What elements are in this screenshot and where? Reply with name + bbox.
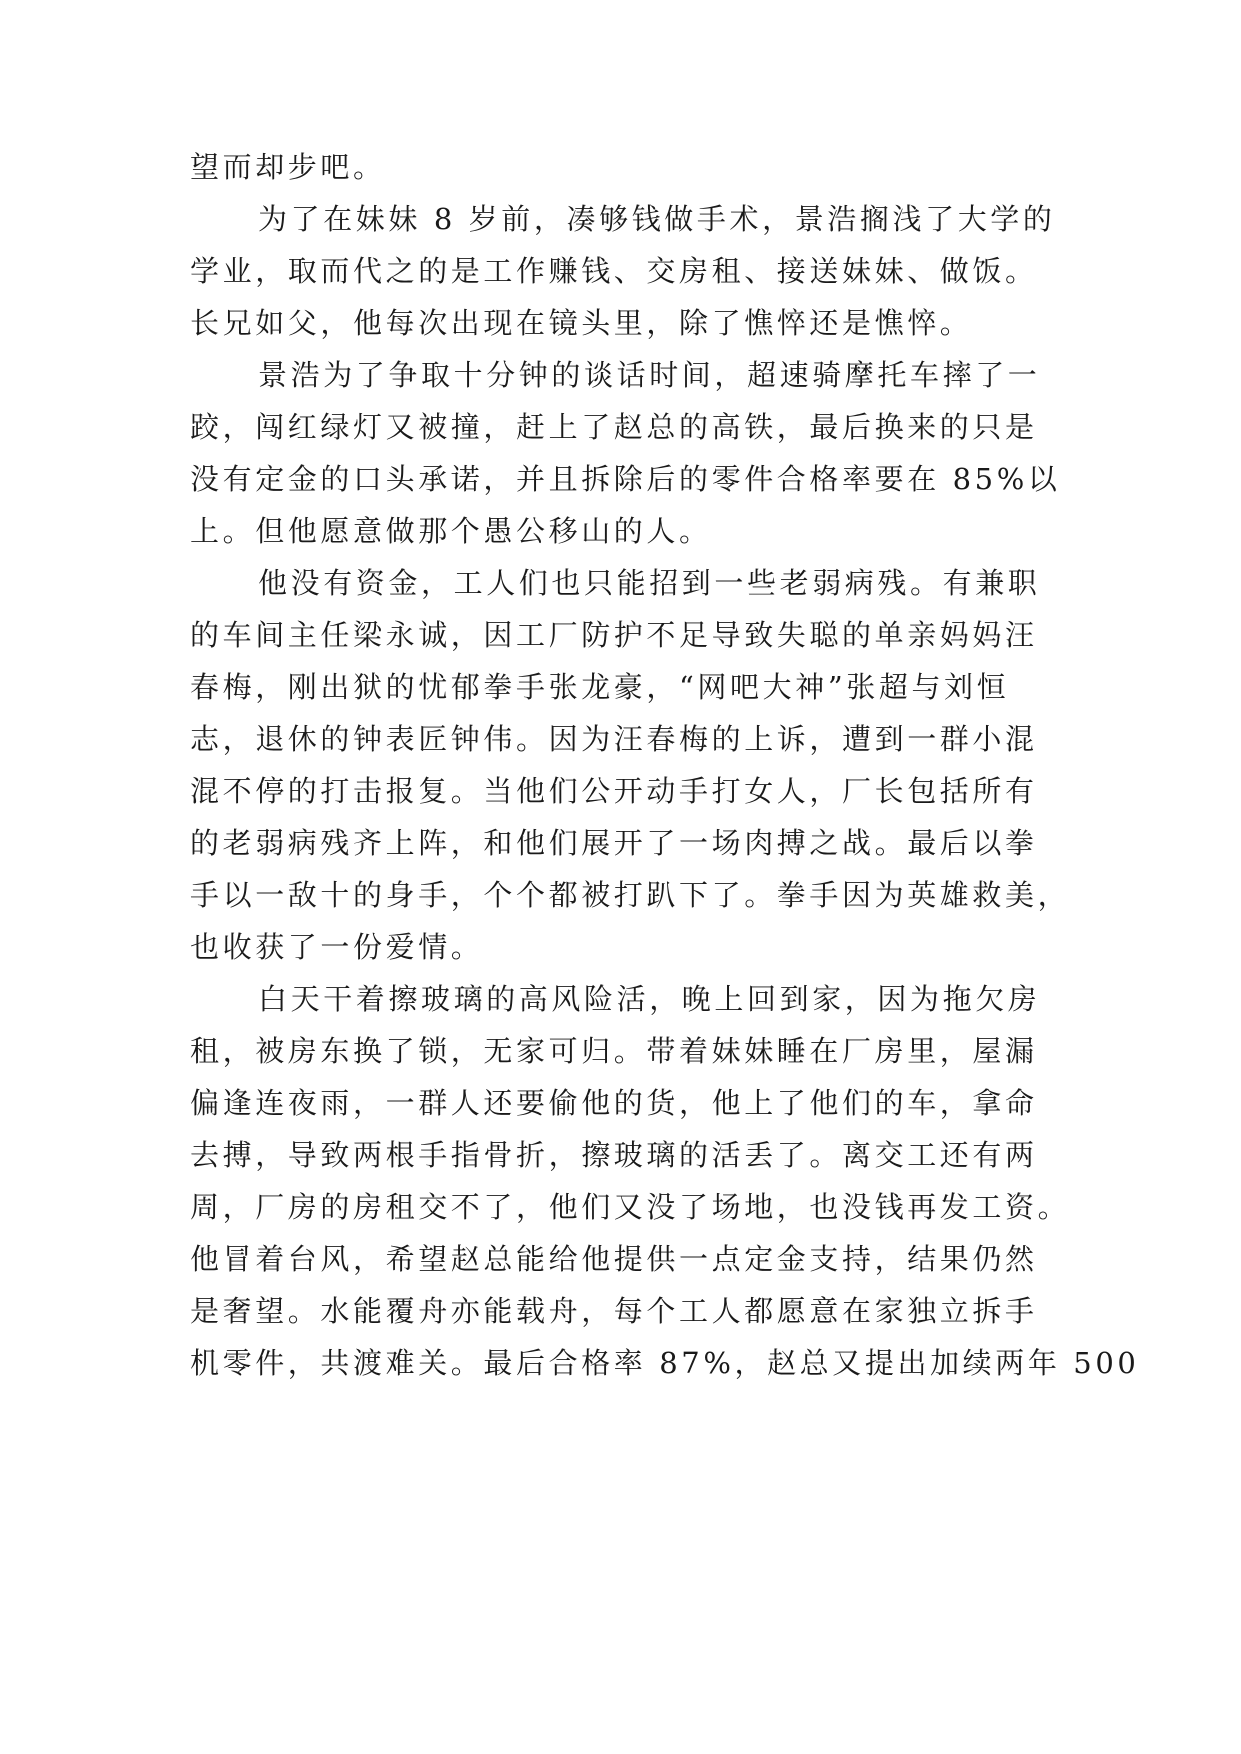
- text-line: 望而却步吧。: [190, 150, 386, 184]
- text-line: 偏逢连夜雨，一群人还要偷他的货，他上了他们的车，拿命: [190, 1086, 1038, 1120]
- text-line: 周，厂房的房租交不了，他们又没了场地，也没钱再发工资。: [190, 1190, 1071, 1224]
- text-line: 的老弱病残齐上阵，和他们展开了一场肉搏之战。最后以拳: [190, 826, 1038, 860]
- text-line: 机零件，共渡难关。最后合格率 87%，赵总又提出加续两年 500: [190, 1346, 1140, 1380]
- text-line: 志，退休的钟表匠钟伟。因为汪春梅的上诉，遭到一群小混: [190, 722, 1038, 756]
- text-line: 上。但他愿意做那个愚公移山的人。: [190, 514, 712, 548]
- text-line: 没有定金的口头承诺，并且拆除后的零件合格率要在 85%以: [190, 462, 1061, 496]
- text-line: 手以一敌十的身手，个个都被打趴下了。拳手因为英雄救美，: [190, 878, 1071, 912]
- text-line: 混不停的打击报复。当他们公开动手打女人，厂长包括所有: [190, 774, 1038, 808]
- text-line: 是奢望。水能覆舟亦能载舟，每个工人都愿意在家独立拆手: [190, 1294, 1038, 1328]
- paragraph-first-line: 景浩为了争取十分钟的谈话时间，超速骑摩托车摔了一: [258, 358, 1041, 392]
- text-line: 春梅，刚出狱的忧郁拳手张龙豪，“网吧大神”张超与刘恒: [190, 670, 1010, 704]
- text-line: 他冒着台风，希望赵总能给他提供一点定金支持，结果仍然: [190, 1242, 1038, 1276]
- paragraph-first-line: 白天干着擦玻璃的高风险活，晚上回到家，因为拖欠房: [258, 982, 1041, 1016]
- text-line: 租，被房东换了锁，无家可归。带着妹妹睡在厂房里，屋漏: [190, 1034, 1038, 1068]
- text-line: 跤，闯红绿灯又被撞，赶上了赵总的高铁，最后换来的只是: [190, 410, 1038, 444]
- text-line: 学业，取而代之的是工作赚钱、交房租、接送妹妹、做饭。: [190, 254, 1038, 288]
- text-line: 长兄如父，他每次出现在镜头里，除了憔悴还是憔悴。: [190, 306, 973, 340]
- text-line: 去搏，导致两根手指骨折，擦玻璃的活丢了。离交工还有两: [190, 1138, 1038, 1172]
- text-line: 也收获了一份爱情。: [190, 930, 484, 964]
- paragraph-first-line: 他没有资金，工人们也只能招到一些老弱病残。有兼职: [258, 566, 1041, 600]
- paragraph-first-line: 为了在妹妹 8 岁前，凑够钱做手术，景浩搁浅了大学的: [258, 202, 1056, 236]
- text-line: 的车间主任梁永诚，因工厂防护不足导致失聪的单亲妈妈汪: [190, 618, 1038, 652]
